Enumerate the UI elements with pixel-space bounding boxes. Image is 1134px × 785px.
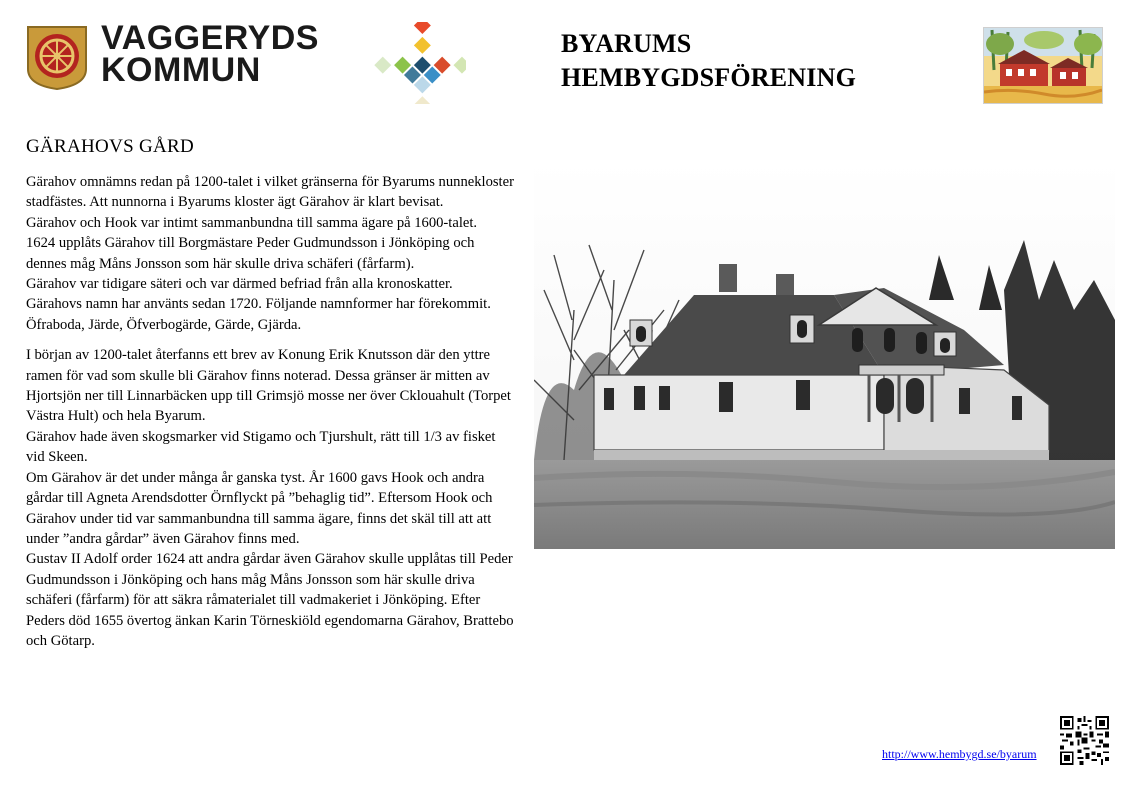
article-text: Gustav II Adolf order 1624 att andra gårdar även Gärahov skulle upplåtas till Peder Gudmundsson i Jönköping och hans måg Måns Jonsson som här skulle driva schäferi (fårfarm) för att säkra råmaterialet till vadmakeriet i Jönköping. Efter Peders död 1655 övertog änkan Karin Törneskiöld egendomarna Gärahov, Brattebo och Götarp. [26,551,514,649]
qr-code-icon[interactable] [1060,716,1109,765]
organization-title [561,27,856,95]
website-link[interactable]: http://www.hembygd.se/byarum [882,747,1037,761]
municipality-line2: KOMMUN [101,51,261,89]
article-text: Gärahovs namn har använts sedan 1720. Följande namnformer har förekommit. Öfraboda, Järde, Öfverbogärde, Gärde, Gjärda. [26,296,491,333]
article-text: Gärahov var tidigare säteri och var därmed befriad från alla kronoskatter. [26,276,453,293]
municipality-name [101,19,319,89]
municipality-shield-icon [26,25,88,91]
article-text: I början av 1200-talet återfanns ett brev av Konung Erik Knutsson där den yttre ramen för vad som skulle bli Gärahov finns noterad. Dessa gränser är mitten av Hjortsjön ner till Linnarbäcken upp till Grimsjö mosse ner över Cklouahult (Torpet Västra Hult) och hela Byarum. [26,347,511,425]
article-paragraph-1 [26,172,516,335]
article-text: Gärahov och Hook var intimt sammanbundna till samma ägare på 1600-talet. [26,214,478,231]
article-text: Gärahov hade även skogsmarker vid Stigamo och Tjurshult, rätt till 1/3 av fisket vid Skeen. [26,428,496,466]
article-text: Gärahov omnämns redan på 1200-talet i vilket gränserna för Byarums nunnekloster stadfästes. Att nunnorna i Byarums kloster ägt Gärahov är klart bevisat. [26,174,514,211]
colored-cross-icon [366,22,466,104]
municipality-line1: VAGGERYDS [101,19,319,57]
article-text: Om Gärahov är det under många år ganska tyst. År 1600 gavs Hook och andra gårdar till Agneta Arendsdotter Örnflyckt på ”behaglig tid”. Eftersom Hook och Gärahov under tid var sammanbundna till samma ägare, finns det skäl till att att under ”andra gårdar” även Gärahov finns med. [26,469,493,547]
article-paragraph-2 [26,345,516,651]
org-title-line2: HEMBYGDSFÖRENING [561,63,857,92]
manor-house-photo [534,160,1115,549]
article-body [26,172,516,661]
article-text: 1624 upplåts Gärahov till Borgmästare Peder Gudmundsson i Jönköping och dennes måg Måns Jonsson som här skulle driva schäferi (fårfarm). [26,235,475,272]
article-title: GÄRAHOVS GÅRD [26,136,195,157]
farmhouse-painting-icon [983,27,1103,104]
org-title-line1: BYARUMS [561,29,692,58]
